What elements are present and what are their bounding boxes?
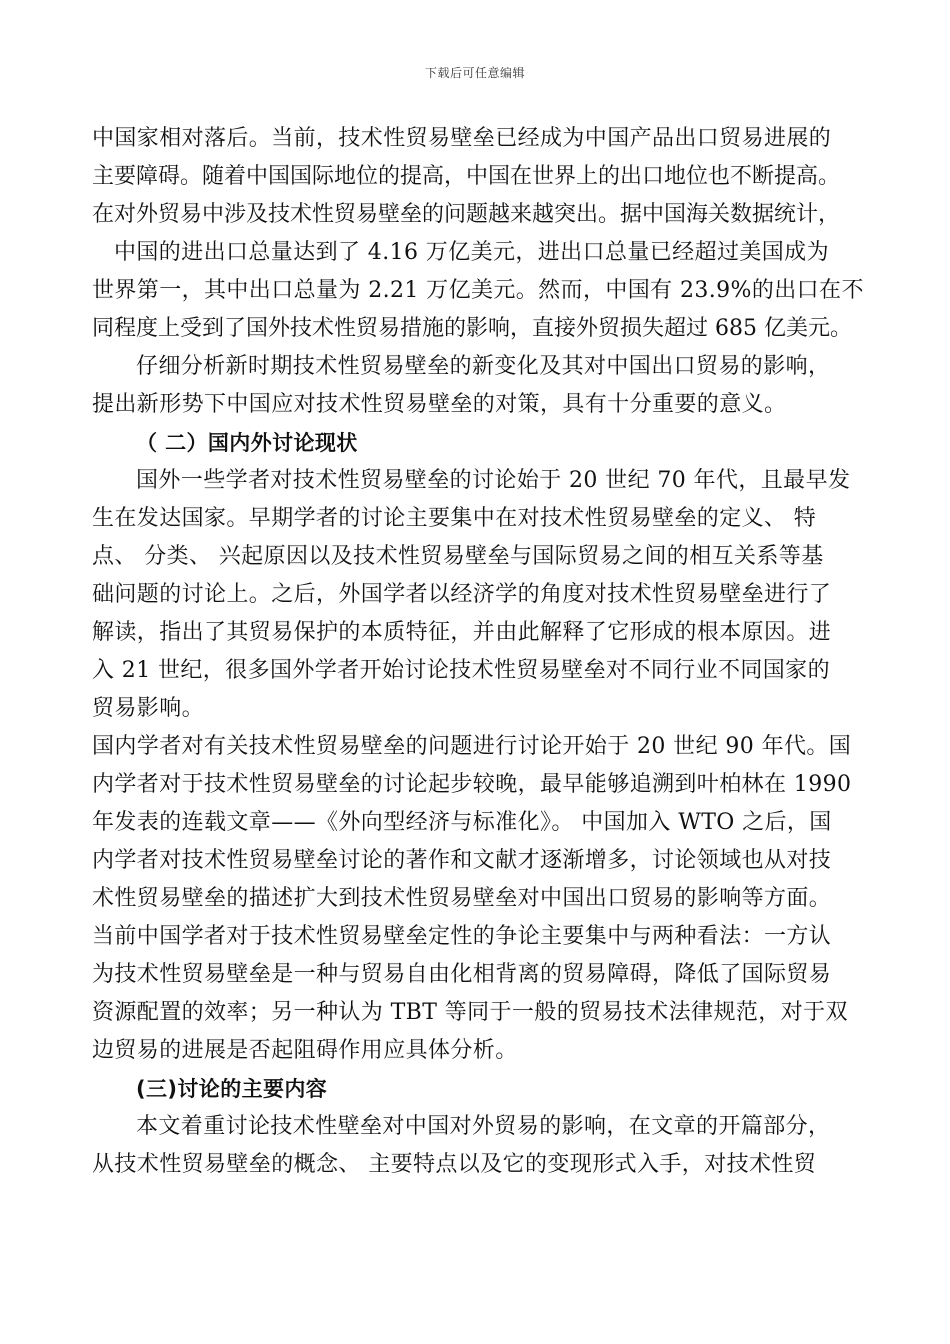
- page-header: 下载后可任意编辑: [424, 66, 525, 80]
- paragraph-line: 边贸易的进展是否起阻碍作用应具体分析。: [92, 1038, 518, 1063]
- paragraph-line: 生在发达国家。早期学者的讨论主要集中在对技术性贸易壁垒的定义、 特: [92, 506, 817, 531]
- paragraph-line: 同程度上受到了国外技术性贸易措施的影响，直接外贸损失超过 685 亿美元。: [92, 316, 852, 341]
- paragraph-line: 当前中国学者对于技术性贸易壁垒定性的争论主要集中与两种看法：一方认: [92, 924, 832, 949]
- paragraph-line: 内学者对技术性贸易壁垒讨论的著作和文献才逐渐增多，讨论领域也从对技: [92, 848, 832, 873]
- paragraph-line: 资源配置的效率；另一种认为 TBT 等同于一般的贸易技术法律规范，对于双: [92, 1000, 848, 1025]
- paragraph-line: 入 21 世纪，很多国外学者开始讨论技术性贸易壁垒对不同行业不同国家的: [92, 658, 830, 683]
- section-heading: (三)讨论的主要内容: [136, 1077, 328, 1101]
- paragraph-line: 中国家相对落后。当前，技术性贸易壁垒已经成为中国产品出口贸易进展的: [92, 126, 832, 151]
- paragraph-line: 中国的进出口总量达到了 4.16 万亿美元，进出口总量已经超过美国成为: [114, 240, 829, 265]
- paragraph-line: 主要障碍。随着中国国际地位的提高，中国在世界上的出口地位也不断提高。: [92, 164, 841, 189]
- paragraph-line: 贸易影响。: [92, 696, 205, 721]
- paragraph-line: 年发表的连载文章——《外向型经济与标准化》。 中国加入 WTO 之后，国: [92, 810, 832, 835]
- paragraph-line: 世界第一，其中出口总量为 2.21 万亿美元。然而，中国有 23.9%的出口在不: [92, 278, 864, 303]
- paragraph-line: 为技术性贸易壁垒是一种与贸易自由化相背离的贸易障碍，降低了国际贸易: [92, 962, 832, 987]
- paragraph-line: 术性贸易壁垒的描述扩大到技术性贸易壁垒对中国出口贸易的影响等方面。: [92, 886, 832, 911]
- paragraph-line: 国外一些学者对技术性贸易壁垒的讨论始于 20 世纪 70 年代，且最早发: [136, 468, 851, 493]
- paragraph-line: 国内学者对有关技术性贸易壁垒的问题进行讨论开始于 20 世纪 90 年代。国: [92, 734, 852, 759]
- paragraph-line: 内学者对于技术性贸易壁垒的讨论起步较晚，最早能够追溯到叶柏林在 1990: [92, 772, 852, 797]
- paragraph-line: 提出新形势下中国应对技术性贸易壁垒的对策，具有十分重要的意义。: [92, 392, 787, 417]
- paragraph-line: 本文着重讨论技术性壁垒对中国对外贸易的影响，在文章的开篇部分，: [136, 1114, 831, 1139]
- paragraph-line: 解读，指出了其贸易保护的本质特征，并由此解释了它形成的根本原因。进: [92, 620, 832, 645]
- paragraph-line: 仔细分析新时期技术性贸易壁垒的新变化及其对中国出口贸易的影响，: [136, 354, 831, 379]
- document-body: [92, 120, 862, 1184]
- paragraph-line: 从技术性贸易壁垒的概念、 主要特点以及它的变现形式入手，对技术性贸: [92, 1152, 817, 1177]
- paragraph-line: 础问题的讨论上。之后，外国学者以经济学的角度对技术性贸易壁垒进行了: [92, 582, 832, 607]
- paragraph-line: 在对外贸易中涉及技术性贸易壁垒的问题越来越突出。据中国海关数据统计，: [92, 202, 841, 227]
- section-heading: （ 二）国内外讨论现状: [136, 431, 358, 455]
- paragraph-line: 点、 分类、 兴起原因以及技术性贸易壁垒与国际贸易之间的相互关系等基: [92, 544, 824, 569]
